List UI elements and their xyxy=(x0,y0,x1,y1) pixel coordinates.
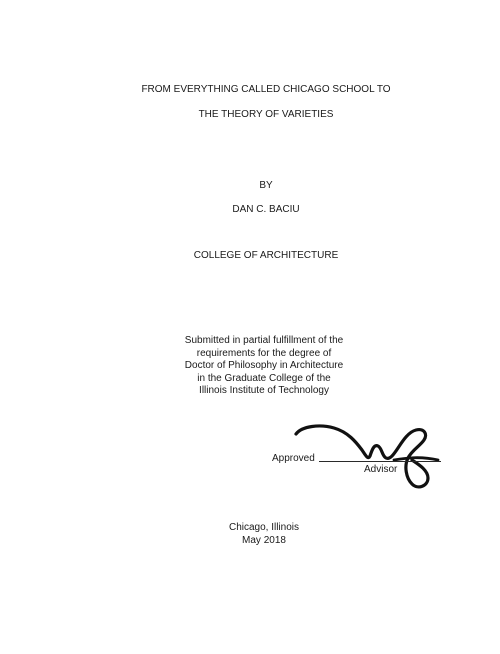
college-name: COLLEGE OF ARCHITECTURE xyxy=(193,250,339,261)
approved-label: Approved xyxy=(272,453,315,464)
by-label: BY xyxy=(259,180,273,191)
submission-line: in the Graduate College of the xyxy=(197,372,331,384)
submission-line: Doctor of Philosophy in Architecture xyxy=(184,360,344,371)
city: Chicago, Illinois xyxy=(228,522,300,533)
advisor-label: Advisor xyxy=(364,464,398,475)
date: May 2018 xyxy=(242,535,286,546)
place-and-date xyxy=(0,521,500,547)
submission-statement xyxy=(0,335,500,398)
signature-line xyxy=(319,461,441,462)
submission-line: requirements for the degree of xyxy=(196,347,332,359)
submission-line: Illinois Institute of Technology xyxy=(199,385,329,396)
author-name: DAN C. BACIU xyxy=(232,204,300,215)
thesis-title-line-1: FROM EVERYTHING CALLED CHICAGO SCHOOL TO xyxy=(141,84,391,95)
thesis-title-line-2: THE THEORY OF VARIETIES xyxy=(198,109,334,120)
submission-line: Submitted in partial fulfillment of the xyxy=(184,335,344,346)
